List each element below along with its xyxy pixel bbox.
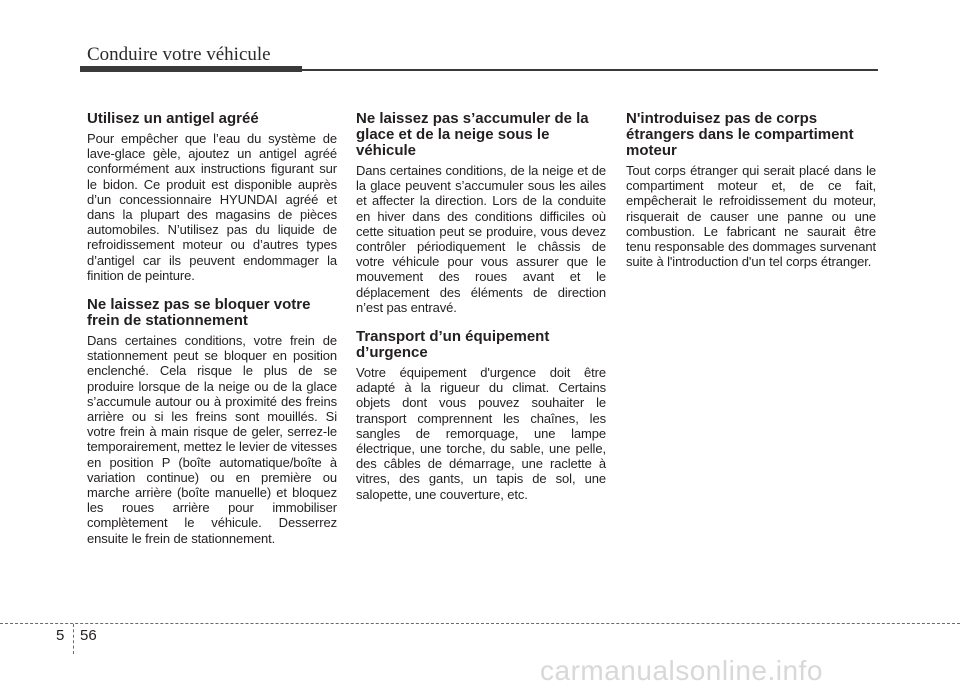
section-heading: Ne laissez pas se bloquer votre frein de stationnement — [87, 296, 311, 330]
column-left — [87, 111, 337, 560]
section-antigel — [87, 111, 337, 283]
column-middle — [356, 111, 606, 516]
footer-dashed-rule — [0, 623, 960, 624]
footer-dashed-divider — [73, 624, 74, 654]
header-rule-thin — [302, 69, 878, 71]
section-corps-etrangers — [626, 111, 876, 269]
section-heading: Utilisez un antigel agréé — [87, 110, 259, 127]
chapter-number: 5 — [56, 627, 65, 644]
column-right — [626, 111, 876, 283]
section-body: Dans certaines conditions, de la neige et de la glace peuvent s’accumuler sous les ailes et affecter la direction. Lors de la conduite en hiver dans des conditions difficiles où cette situation peut se produire, vous devez contrôler périodiquement le châssis de votre véhicule pour vous assurer que le mouvement des roues avant et le déplacement des éléments de direction n’est pas entravé. — [356, 163, 606, 315]
section-body: Dans certaines conditions, votre frein de stationnement peut se bloquer en position enclenché. Cela risque le plus de se produire lorsque de la neige ou de la glace s’accumule autour ou à proximité des freins arrière ou si les freins sont mouillés. Si votre frein à main risque de geler, serrez-le temporairement, mettez le levier de vitesses en position P (boîte automatique/boîte à variation continue) ou en première ou marche arrière (boîte manuelle) et bloquez les roues arrière pour immobiliser complètement le véhicule. Desserrez ensuite le frein de stationnement. — [87, 333, 337, 546]
watermark-text: carmanualsonline.info — [540, 655, 823, 686]
section-heading: Ne laissez pas s’accumuler de la glace et de la neige sous le véhicule — [356, 110, 589, 159]
section-heading: Transport d’un équipement d’urgence — [356, 328, 550, 362]
section-body: Votre équipement d'urgence doit être adapté à la rigueur du climat. Certains objets dont vous pouvez souhaiter le transport comprennent les chaînes, les sangles de remorquage, une lampe électrique, une torche, du sable, une pelle, des câbles de démarrage, une raclette à vitres, des gants, un tapis de sol, une salopette, une couverture, etc. — [356, 365, 606, 502]
page-number: 56 — [80, 627, 97, 644]
section-body: Tout corps étranger qui serait placé dans le compartiment moteur et, de ce fait, empêcherait le refroidissement du moteur, risquerait de causer une panne ou une combustion. Le fabricant ne saurait être tenu responsable des dommages survenant suite à l'introduction d'un tel corps étranger. — [626, 163, 876, 270]
section-equipement-urgence — [356, 329, 606, 502]
header-rule-thick — [80, 66, 302, 72]
section-frein-stationnement — [87, 297, 337, 546]
page-header-title: Conduire votre véhicule — [87, 44, 271, 65]
section-body: Pour empêcher que l’eau du système de lave-glace gèle, ajoutez un antigel agréé conformément aux instructions figurant sur le bidon. Ce produit est disponible auprès d’un concessionnaire HYUNDAI agréé et dans la plupart des magasins de pièces automobiles. N’utilisez pas du liquide de refroidissement moteur ou d’autres types d’antigel car ils peuvent endommager la finition de peinture. — [87, 131, 337, 283]
section-glace-neige — [356, 111, 606, 315]
section-heading: N'introduisez pas de corps étrangers dans le compartiment moteur — [626, 110, 854, 159]
